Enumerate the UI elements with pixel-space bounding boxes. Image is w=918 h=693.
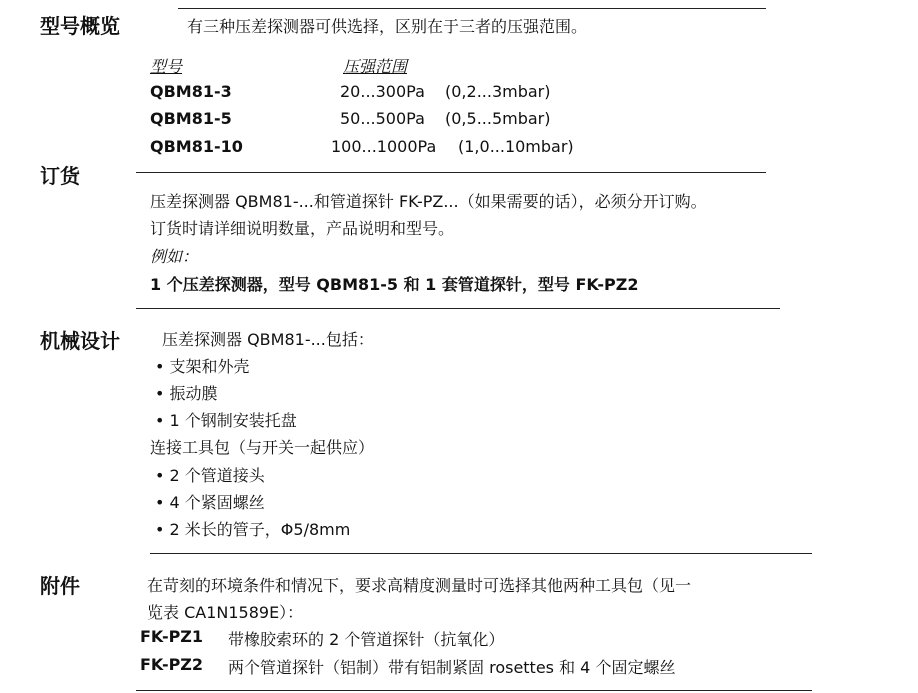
list-item: • 支架和外壳 [155,357,250,376]
range-pa-cell: 20...300Pa [340,82,425,101]
overview-intro: 有三种压差探测器可供选择，区别在于三者的压强范围。 [187,17,588,36]
accessory-description: 带橡胶索环的 2 个管道探针（抗氧化） [228,630,505,649]
accessory-description: 两个管道探针（铝制）带有铝制紧固 rosettes 和 4 个固定螺丝 [228,658,676,677]
range-mbar-cell: (0,5...5mbar) [445,109,551,128]
section-heading-accessories: 附件 [40,574,80,598]
model-cell: QBM81-10 [150,137,243,156]
ordering-line-2: 订货时请详细说明数量，产品说明和型号。 [150,219,455,238]
ordering-line-1: 压差探测器 QBM81-...和管道探针 FK-PZ...（如果需要的话），必须分开订购。 [150,192,707,211]
list-item: • 振动膜 [155,384,218,403]
section-heading-mechanical: 机械设计 [40,329,120,353]
order-example: 1 个压差探测器，型号 QBM81-5 和 1 套管道探针，型号 FK-PZ2 [150,275,639,294]
range-pa-cell: 100...1000Pa [331,137,437,156]
column-header-range: 压强范围 [343,57,408,76]
divider [178,8,766,9]
connection-kit-label: 连接工具包（与开关一起供应） [150,438,375,457]
accessories-line-2: 览表 CA1N1589E）： [147,603,304,622]
divider [136,172,766,173]
range-mbar-cell: (1,0...10mbar) [458,137,574,156]
divider [150,553,812,554]
list-item: • 4 个紧固螺丝 [155,493,265,512]
model-cell: QBM81-5 [150,109,232,128]
range-mbar-cell: (0,2...3mbar) [445,82,551,101]
divider [136,690,812,691]
accessory-code: FK-PZ2 [140,655,204,674]
accessory-code: FK-PZ1 [140,627,204,646]
example-label: 例如： [150,247,199,266]
accessories-line-1: 在苛刻的环境条件和情况下，要求高精度测量时可选择其他两种工具包（见一 [147,576,692,595]
divider [136,308,780,309]
list-item: • 1 个钢制安装托盘 [155,411,297,430]
list-item: • 2 个管道接头 [155,466,265,485]
model-cell: QBM81-3 [150,82,232,101]
section-heading-overview: 型号概览 [40,14,120,38]
range-pa-cell: 50...500Pa [340,109,425,128]
mechanical-intro: 压差探测器 QBM81-...包括： [162,330,374,349]
section-heading-ordering: 订货 [40,164,80,188]
column-header-model: 型号 [150,57,183,76]
list-item: • 2 米长的管子，Φ5/8mm [155,520,351,539]
